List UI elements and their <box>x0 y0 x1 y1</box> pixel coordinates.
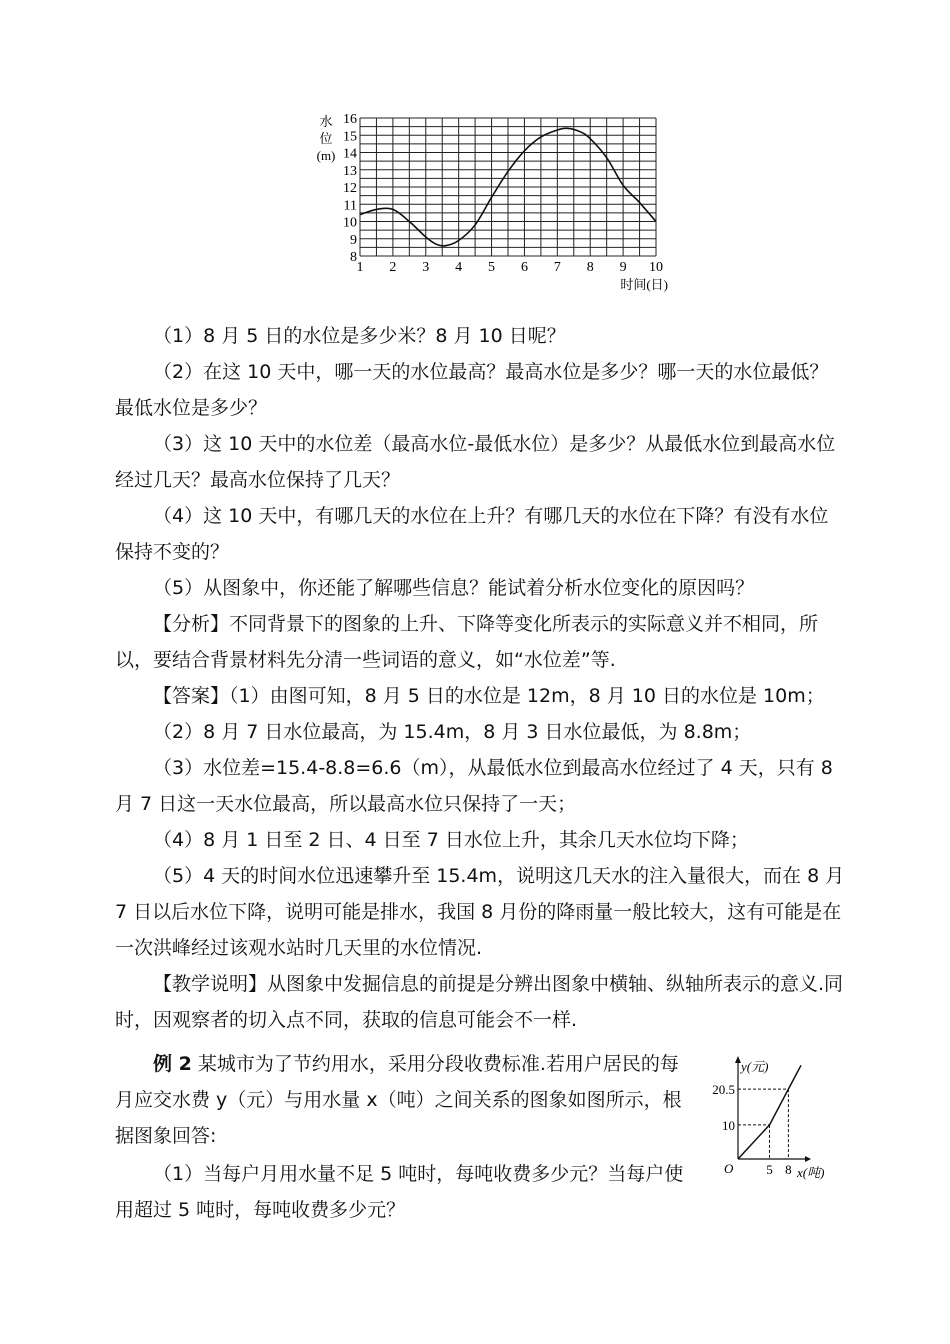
analysis-paragraph: 【分析】不同背景下的图象的上升、下降等变化所表示的实际意义并不相同，所以，要结合背景材料先分清一些词语的意义，如“水位差”等. <box>115 613 819 671</box>
x-tick-label: 6 <box>520 260 528 275</box>
example-2-text: 某城市为了节约用水，采用分段收费标准.若用户居民的每月应交水费 y（元）与用水量 x（吨）之间关系的图象如图所示，根据图象回答: <box>115 1053 682 1147</box>
answer-3: （3）水位差=15.4-8.8=6.6（m），从最低水位到最高水位经过了 4 天，只有 8 月 7 日这一天水位最高，所以最高水位只保持了一天； <box>115 757 833 815</box>
x-axis-arrow <box>805 1156 811 1162</box>
question-5: （5）从图象中，你还能了解哪些信息？能试着分析水位变化的原因吗？ <box>153 577 755 599</box>
x-tick-label: 5 <box>488 260 496 275</box>
y-tick-label: 16 <box>343 112 357 127</box>
y-tick-label: 14 <box>343 146 357 162</box>
x-tick-label: 2 <box>389 260 397 275</box>
answer-4: （4）8 月 1 日至 2 日、4 日至 7 日水位上升，其余几天水位均下降； <box>153 829 749 851</box>
y-tick-label: 15 <box>343 129 357 145</box>
x-tick-label: 10 <box>649 260 663 275</box>
y-axis-label: y(元) <box>741 1059 769 1074</box>
answer-5: （5）4 天的时间水位迅速攀升至 15.4m，说明这几天水的注入量很大，而在 8 月 7 日以后水位下降，说明可能是排水，我国 8 月份的降雨量一般比较大，这有可能是在一次洪峰经过该观水站时几天里的水位情况. <box>115 865 845 959</box>
water-level-chart <box>300 100 680 300</box>
x-tick-label: 1 <box>356 260 364 275</box>
x-tick-label: 7 <box>553 260 561 275</box>
y-tick-label: 9 <box>350 232 357 248</box>
y-tick-label: 10 <box>343 215 357 231</box>
x-tick-label: 4 <box>455 260 463 275</box>
y-axis-label: (m) <box>316 148 336 163</box>
y-tick-label: 10 <box>722 1117 735 1133</box>
x-axis-label: 时间(日) <box>620 277 668 292</box>
example-2-question-1: （1）当每户月用水量不足 5 吨时，每吨收费多少元？当每户使用超过 5 吨时，每吨收费多少元？ <box>115 1163 684 1221</box>
example-2-paragraph <box>115 1046 695 1154</box>
y-tick-label: 13 <box>343 163 357 179</box>
y-tick-label: 12 <box>343 181 357 196</box>
origin-label: O <box>724 1161 734 1176</box>
x-tick-label: 5 <box>766 1162 773 1177</box>
y-tick-label: 11 <box>343 198 357 214</box>
x-tick-label: 3 <box>422 260 430 275</box>
question-1: （1）8 月 5 日的水位是多少米？8 月 10 日呢？ <box>153 325 566 347</box>
answer-1: 【答案】（1）由图可知，8 月 5 日的水位是 12m，8 月 10 日的水位是 10m； <box>153 685 825 707</box>
question-2: （2）在这 10 天中，哪一天的水位最高？最高水位是多少？哪一天的水位最低？最低水位是多少？ <box>115 361 829 419</box>
example-2-label: 例 2 <box>153 1053 192 1075</box>
y-axis-label: 水 <box>319 114 333 129</box>
answer-2: （2）8 月 7 日水位最高，为 15.4m，8 月 3 日水位最低，为 8.8m； <box>153 721 752 743</box>
question-4: （4）这 10 天中，有哪几天的水位在上升？有哪几天的水位在下降？有没有水位保持不变的？ <box>115 505 829 563</box>
teaching-note: 【教学说明】从图象中发掘信息的前提是分辨出图象中横轴、纵轴所表示的意义.同时，因观察者的切入点不同，获取的信息可能会不一样. <box>115 973 844 1031</box>
x-tick-label: 8 <box>785 1162 792 1177</box>
question-3: （3）这 10 天中的水位差（最高水位-最低水位）是多少？从最低水位到最高水位经过几天？最高水位保持了几天？ <box>115 433 836 491</box>
x-tick-label: 8 <box>586 260 594 275</box>
x-axis-label: x(吨) <box>797 1165 825 1180</box>
y-axis-label: 位 <box>319 131 333 146</box>
y-tick-label: 20.5 <box>712 1082 735 1098</box>
water-fee-chart <box>705 1055 845 1185</box>
y-tick-label: 8 <box>350 250 357 265</box>
x-tick-label: 9 <box>619 260 627 275</box>
